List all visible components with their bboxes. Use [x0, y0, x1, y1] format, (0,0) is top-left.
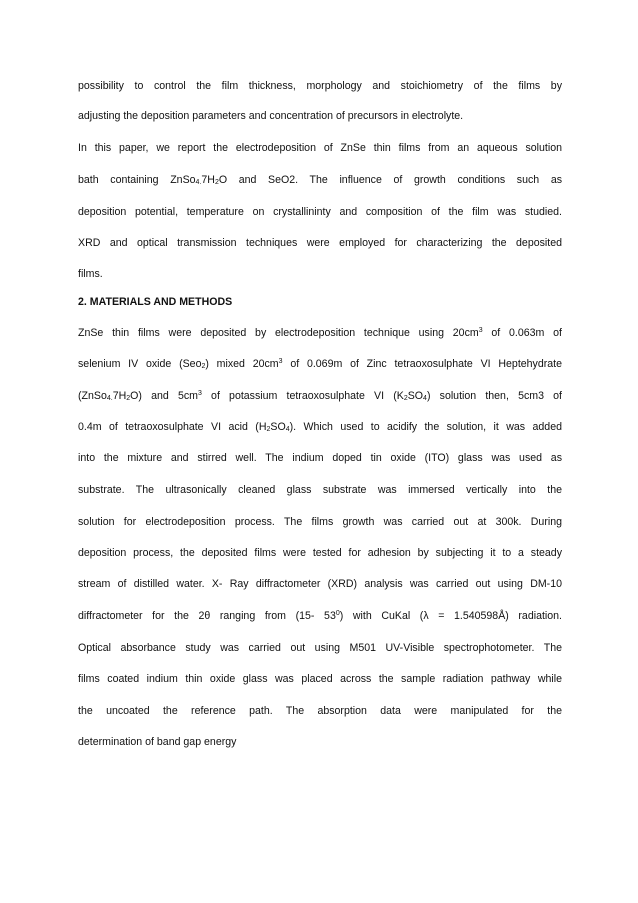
text-line: ZnSe thin films were deposited by electrodeposition technique using $20cm^3$ of 0.063m of — [78, 327, 562, 339]
text-line: substrate. The ultrasonically cleaned glass substrate was immersed vertically into the — [78, 484, 562, 496]
text-line: Optical absorbance study was carried out using M501 UV-Visible spectrophotometer. The — [78, 642, 562, 654]
text-line: In this paper, we report the electrodeposition of ZnSe thin films from an aqueous solution — [78, 142, 562, 154]
text-line: XRD and optical transmission techniques were employed for characterizing the deposited — [78, 237, 562, 249]
text-line: films coated indium thin oxide glass was placed across the sample radiation pathway while — [78, 673, 562, 685]
section-heading: 2. MATERIALS AND METHODS — [78, 296, 233, 308]
text-line: stream of distilled water. X- Ray diffractometer (XRD) analysis was carried out using DM-10 — [78, 578, 562, 590]
text-line: deposition process, the deposited films were tested for adhesion by subjecting it to a steady — [78, 547, 562, 559]
text-line: deposition potential, temperature on crystallininty and composition of the film was studied. — [78, 206, 562, 218]
text-line: solution for electrodeposition process. The films growth was carried out at 300k. During — [78, 516, 562, 528]
text-line: selenium IV oxide (Seo$_2$) mixed $20cm^3$ of 0.069m of Zinc tetraoxosulphate VI Heptehydrate — [78, 358, 562, 370]
text-line: into the mixture and stirred well. The indium doped tin oxide (ITO) glass was used as — [78, 452, 562, 464]
text-line: 0.4m of tetraoxosulphate VI acid $(H_2SO_4)$. Which used to acidify the solution, it was added — [78, 421, 562, 433]
text-line: films. — [78, 268, 103, 280]
text-line: possibility to control the film thickness, morphology and stoichiometry of the films by — [78, 80, 562, 92]
text-line: adjusting the deposition parameters and concentration of precursors in electrolyte. — [78, 110, 464, 122]
text-line: $(ZnSo_{4.}7H_2O)$ and $5cm^3$ of potassium tetraoxosulphate VI $(K_2SO_4)$ solution then, 5cm3 of — [78, 390, 562, 402]
text-line: bath containing $ZnSo_{4.}7H_2O$ and SeO2. The influence of growth conditions such as — [78, 174, 563, 186]
text-line: the uncoated the reference path. The absorption data were manipulated for the — [78, 705, 562, 717]
text-line: diffractometer for the 2θ ranging from (15- $53^0$) with CuKal (λ = 1.540598Å) radiation. — [78, 610, 562, 622]
text-line: determination of band gap energy — [78, 736, 237, 748]
